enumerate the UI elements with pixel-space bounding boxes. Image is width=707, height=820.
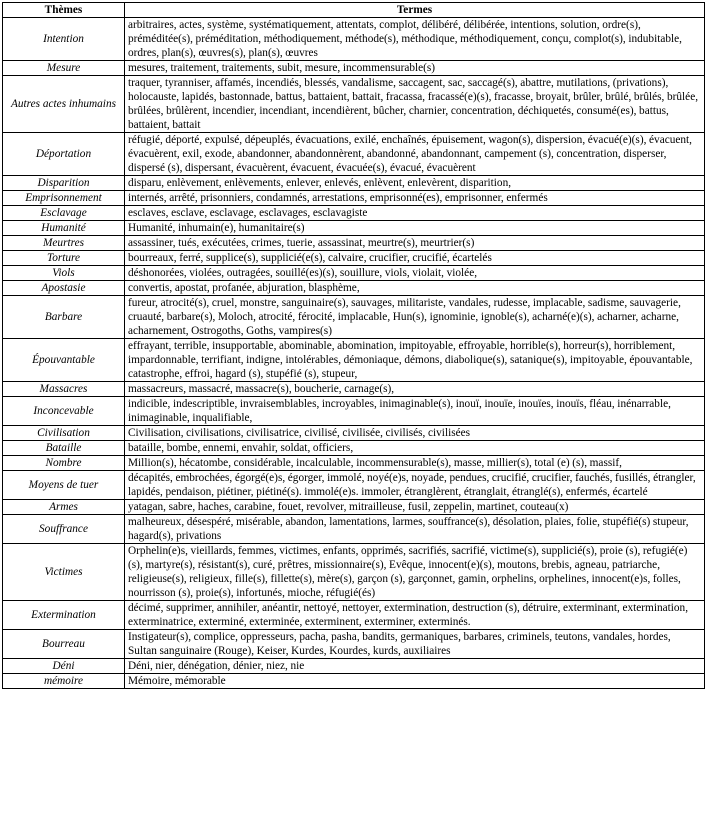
table-row <box>3 382 705 397</box>
table-row <box>3 674 705 689</box>
theme-cell: Nombre <box>3 456 125 471</box>
themes-terms-table <box>2 2 705 689</box>
table-row <box>3 236 705 251</box>
table-row <box>3 281 705 296</box>
theme-cell: Extermination <box>3 601 125 630</box>
terms-cell: Civilisation, civilisations, civilisatrice, civilisé, civilisée, civilisés, civilisées <box>125 426 705 441</box>
terms-cell: traquer, tyranniser, affamés, incendiés, blessés, vandalisme, saccagent, sac, saccagé(s), abattre, mutilations, (privations), holocauste, lapidés, bastonnade, battus, battaient, battait, fracassa, fracassé(e)(s), fracasse, broyait, brûler, brûlé, brûlés, brûlée, brûlées, brûlèrent, incendier, incendiant, incendièrent, bûcher, charnier, concentration, déchiquetés, consumé(es), battus, battaient, battait <box>125 76 705 133</box>
table-row <box>3 630 705 659</box>
terms-cell: décimé, supprimer, annihiler, anéantir, nettoyé, nettoyer, extermination, destruction (s), détruire, exterminant, extermination, exterminatrice, exterminé, exterminée, exterminent, exterminer, exterminés. <box>125 601 705 630</box>
theme-cell: Esclavage <box>3 206 125 221</box>
table-row <box>3 191 705 206</box>
table-row <box>3 601 705 630</box>
terms-cell: indicible, indescriptible, invraisemblables, incroyables, inimaginable(s), inouï, inouïe, inouïes, inouïs, fléau, inénarrable, inimaginable, inqualifiable, <box>125 397 705 426</box>
theme-cell: Meurtres <box>3 236 125 251</box>
terms-cell: assassiner, tués, exécutées, crimes, tuerie, assassinat, meurtre(s), meurtrier(s) <box>125 236 705 251</box>
table-row <box>3 251 705 266</box>
table-row <box>3 221 705 236</box>
header-terms: Termes <box>125 3 705 18</box>
table-row <box>3 296 705 339</box>
table-row <box>3 426 705 441</box>
terms-cell: disparu, enlèvement, enlèvements, enlever, enlevés, enlèvent, enlevèrent, disparition, <box>125 176 705 191</box>
terms-cell: Humanité, inhumain(e), humanitaire(s) <box>125 221 705 236</box>
theme-cell: Épouvantable <box>3 339 125 382</box>
terms-cell: bourreaux, ferré, supplice(s), supplicié(e(s), calvaire, crucifier, crucifié, écartelés <box>125 251 705 266</box>
theme-cell: Massacres <box>3 382 125 397</box>
terms-cell: déshonorées, violées, outragées, souillé(es)(s), souillure, viols, violait, violée, <box>125 266 705 281</box>
theme-cell: Armes <box>3 500 125 515</box>
theme-cell: Déportation <box>3 133 125 176</box>
table-row <box>3 76 705 133</box>
table-row <box>3 441 705 456</box>
table-row <box>3 18 705 61</box>
terms-cell: réfugié, déporté, expulsé, dépeuplés, évacuations, exilé, enchaînés, épuisement, wagon(s), dispersion, évacué(e)(s), évacuent, évacuèrent, exil, exode, abandonner, abandonnèrent, abandonné, abandonnant, campement (s), concentration, disperser, dispersé (s), dispersant, évacuèrent, évacuent, évacuée(s), évacué, évacuèrent <box>125 133 705 176</box>
table-row <box>3 659 705 674</box>
theme-cell: Disparition <box>3 176 125 191</box>
terms-cell: Déni, nier, dénégation, dénier, niez, nie <box>125 659 705 674</box>
table-row <box>3 339 705 382</box>
table-row <box>3 500 705 515</box>
theme-cell: Apostasie <box>3 281 125 296</box>
theme-cell: Intention <box>3 18 125 61</box>
terms-cell: Million(s), hécatombe, considérable, incalculable, incommensurable(s), masse, millier(s), total (e) (s), massif, <box>125 456 705 471</box>
table-row <box>3 266 705 281</box>
header-row <box>3 3 705 18</box>
theme-cell: Autres actes inhumains <box>3 76 125 133</box>
terms-cell: esclaves, esclave, esclavage, esclavages, esclavagiste <box>125 206 705 221</box>
theme-cell: Bourreau <box>3 630 125 659</box>
header-themes: Thèmes <box>3 3 125 18</box>
terms-cell: effrayant, terrible, insupportable, abominable, abomination, impitoyable, effroyable, horrible(s), horreur(s), horriblement, impardonnable, terrifiant, indigne, intolérables, démoniaque, démons, diabolique(s), satanique(s), impitoyable, épouvantable, catastrophe, effroi, hagard (s), stupéfié (s), stupeur, <box>125 339 705 382</box>
terms-cell: internés, arrêté, prisonniers, condamnés, arrestations, emprisonné(es), emprisonner, enfermés <box>125 191 705 206</box>
terms-cell: malheureux, désespéré, misérable, abandon, lamentations, larmes, souffrance(s), désolation, plaies, folie, stupéfié(s) stupeur, hagard(s), privations <box>125 515 705 544</box>
terms-cell: Mémoire, mémorable <box>125 674 705 689</box>
theme-cell: Viols <box>3 266 125 281</box>
table-row <box>3 61 705 76</box>
theme-cell: Torture <box>3 251 125 266</box>
theme-cell: Bataille <box>3 441 125 456</box>
table-row <box>3 471 705 500</box>
terms-cell: Instigateur(s), complice, oppresseurs, pacha, pasha, bandits, germaniques, barbares, criminels, teutons, vandales, hordes, Sultan sanguinaire (Rouge), Keiser, Kurdes, Kourdes, kurds, auxiliaires <box>125 630 705 659</box>
terms-cell: fureur, atrocité(s), cruel, monstre, sanguinaire(s), sauvages, militariste, vandales, rudesse, implacable, sadisme, sauvagerie, cruauté, barbare(s), Moloch, atrocité, férocité, implacable, Hun(s), ignominie, ignoble(s), acharné(e)(s), acharner, acharne, acharnement, Ostrogoths, Goths, vampires(s) <box>125 296 705 339</box>
theme-cell: Déni <box>3 659 125 674</box>
terms-cell: mesures, traitement, traitements, subit, mesure, incommensurable(s) <box>125 61 705 76</box>
table-row <box>3 456 705 471</box>
terms-cell: Orphelin(e)s, vieillards, femmes, victimes, enfants, opprimés, sacrifiés, sacrifié, victime(s), supplicié(s), proie (s), refugié(e)(s), martyre(s), résistant(s), curé, prêtres, missionnaire(s), Evêque, innocent(e)(s), moutons, brebis, agneau, patriarche, religieuse(s), religieux, fille(s), fillette(s), mère(s), garçon (s), garçonnet, gamin, orphelins, orphelines, innocent(e)s, folles, nourrisson (s), proie(s), infortunés, mioche, réfugié(és) <box>125 544 705 601</box>
table-row <box>3 133 705 176</box>
theme-cell: Victimes <box>3 544 125 601</box>
theme-cell: Humanité <box>3 221 125 236</box>
table-row <box>3 397 705 426</box>
theme-cell: mémoire <box>3 674 125 689</box>
theme-cell: Souffrance <box>3 515 125 544</box>
terms-cell: yatagan, sabre, haches, carabine, fouet, revolver, mitrailleuse, fusil, zeppelin, martinet, couteau(x) <box>125 500 705 515</box>
terms-cell: bataille, bombe, ennemi, envahir, soldat, officiers, <box>125 441 705 456</box>
theme-cell: Mesure <box>3 61 125 76</box>
table-row <box>3 176 705 191</box>
table-row <box>3 515 705 544</box>
terms-cell: convertis, apostat, profanée, abjuration, blasphème, <box>125 281 705 296</box>
table-row <box>3 206 705 221</box>
terms-cell: arbitraires, actes, système, systématiquement, attentats, complot, délibéré, délibérée, intentions, solution, ordre(s), préméditée(s), préméditation, méthodiquement, méthode(s), méthodique, méthodiquement, conçu, complot(s), indubitable, ordres, plan(s), œuvres(s), plan(s), œuvres <box>125 18 705 61</box>
theme-cell: Moyens de tuer <box>3 471 125 500</box>
theme-cell: Emprisonnement <box>3 191 125 206</box>
theme-cell: Inconcevable <box>3 397 125 426</box>
table-row <box>3 544 705 601</box>
theme-cell: Civilisation <box>3 426 125 441</box>
terms-cell: massacreurs, massacré, massacre(s), boucherie, carnage(s), <box>125 382 705 397</box>
theme-cell: Barbare <box>3 296 125 339</box>
terms-cell: décapités, embrochées, égorgé(e)s, égorger, immolé, noyé(e)s, noyade, pendues, crucifié, crucifier, fauchés, fusillés, étrangler, lapidés, pendaison, piétiner, piétiné(s). immolé(e)s. immoler, étranglèrent, étranglait, étranglé(s), enfermés, écartelé <box>125 471 705 500</box>
